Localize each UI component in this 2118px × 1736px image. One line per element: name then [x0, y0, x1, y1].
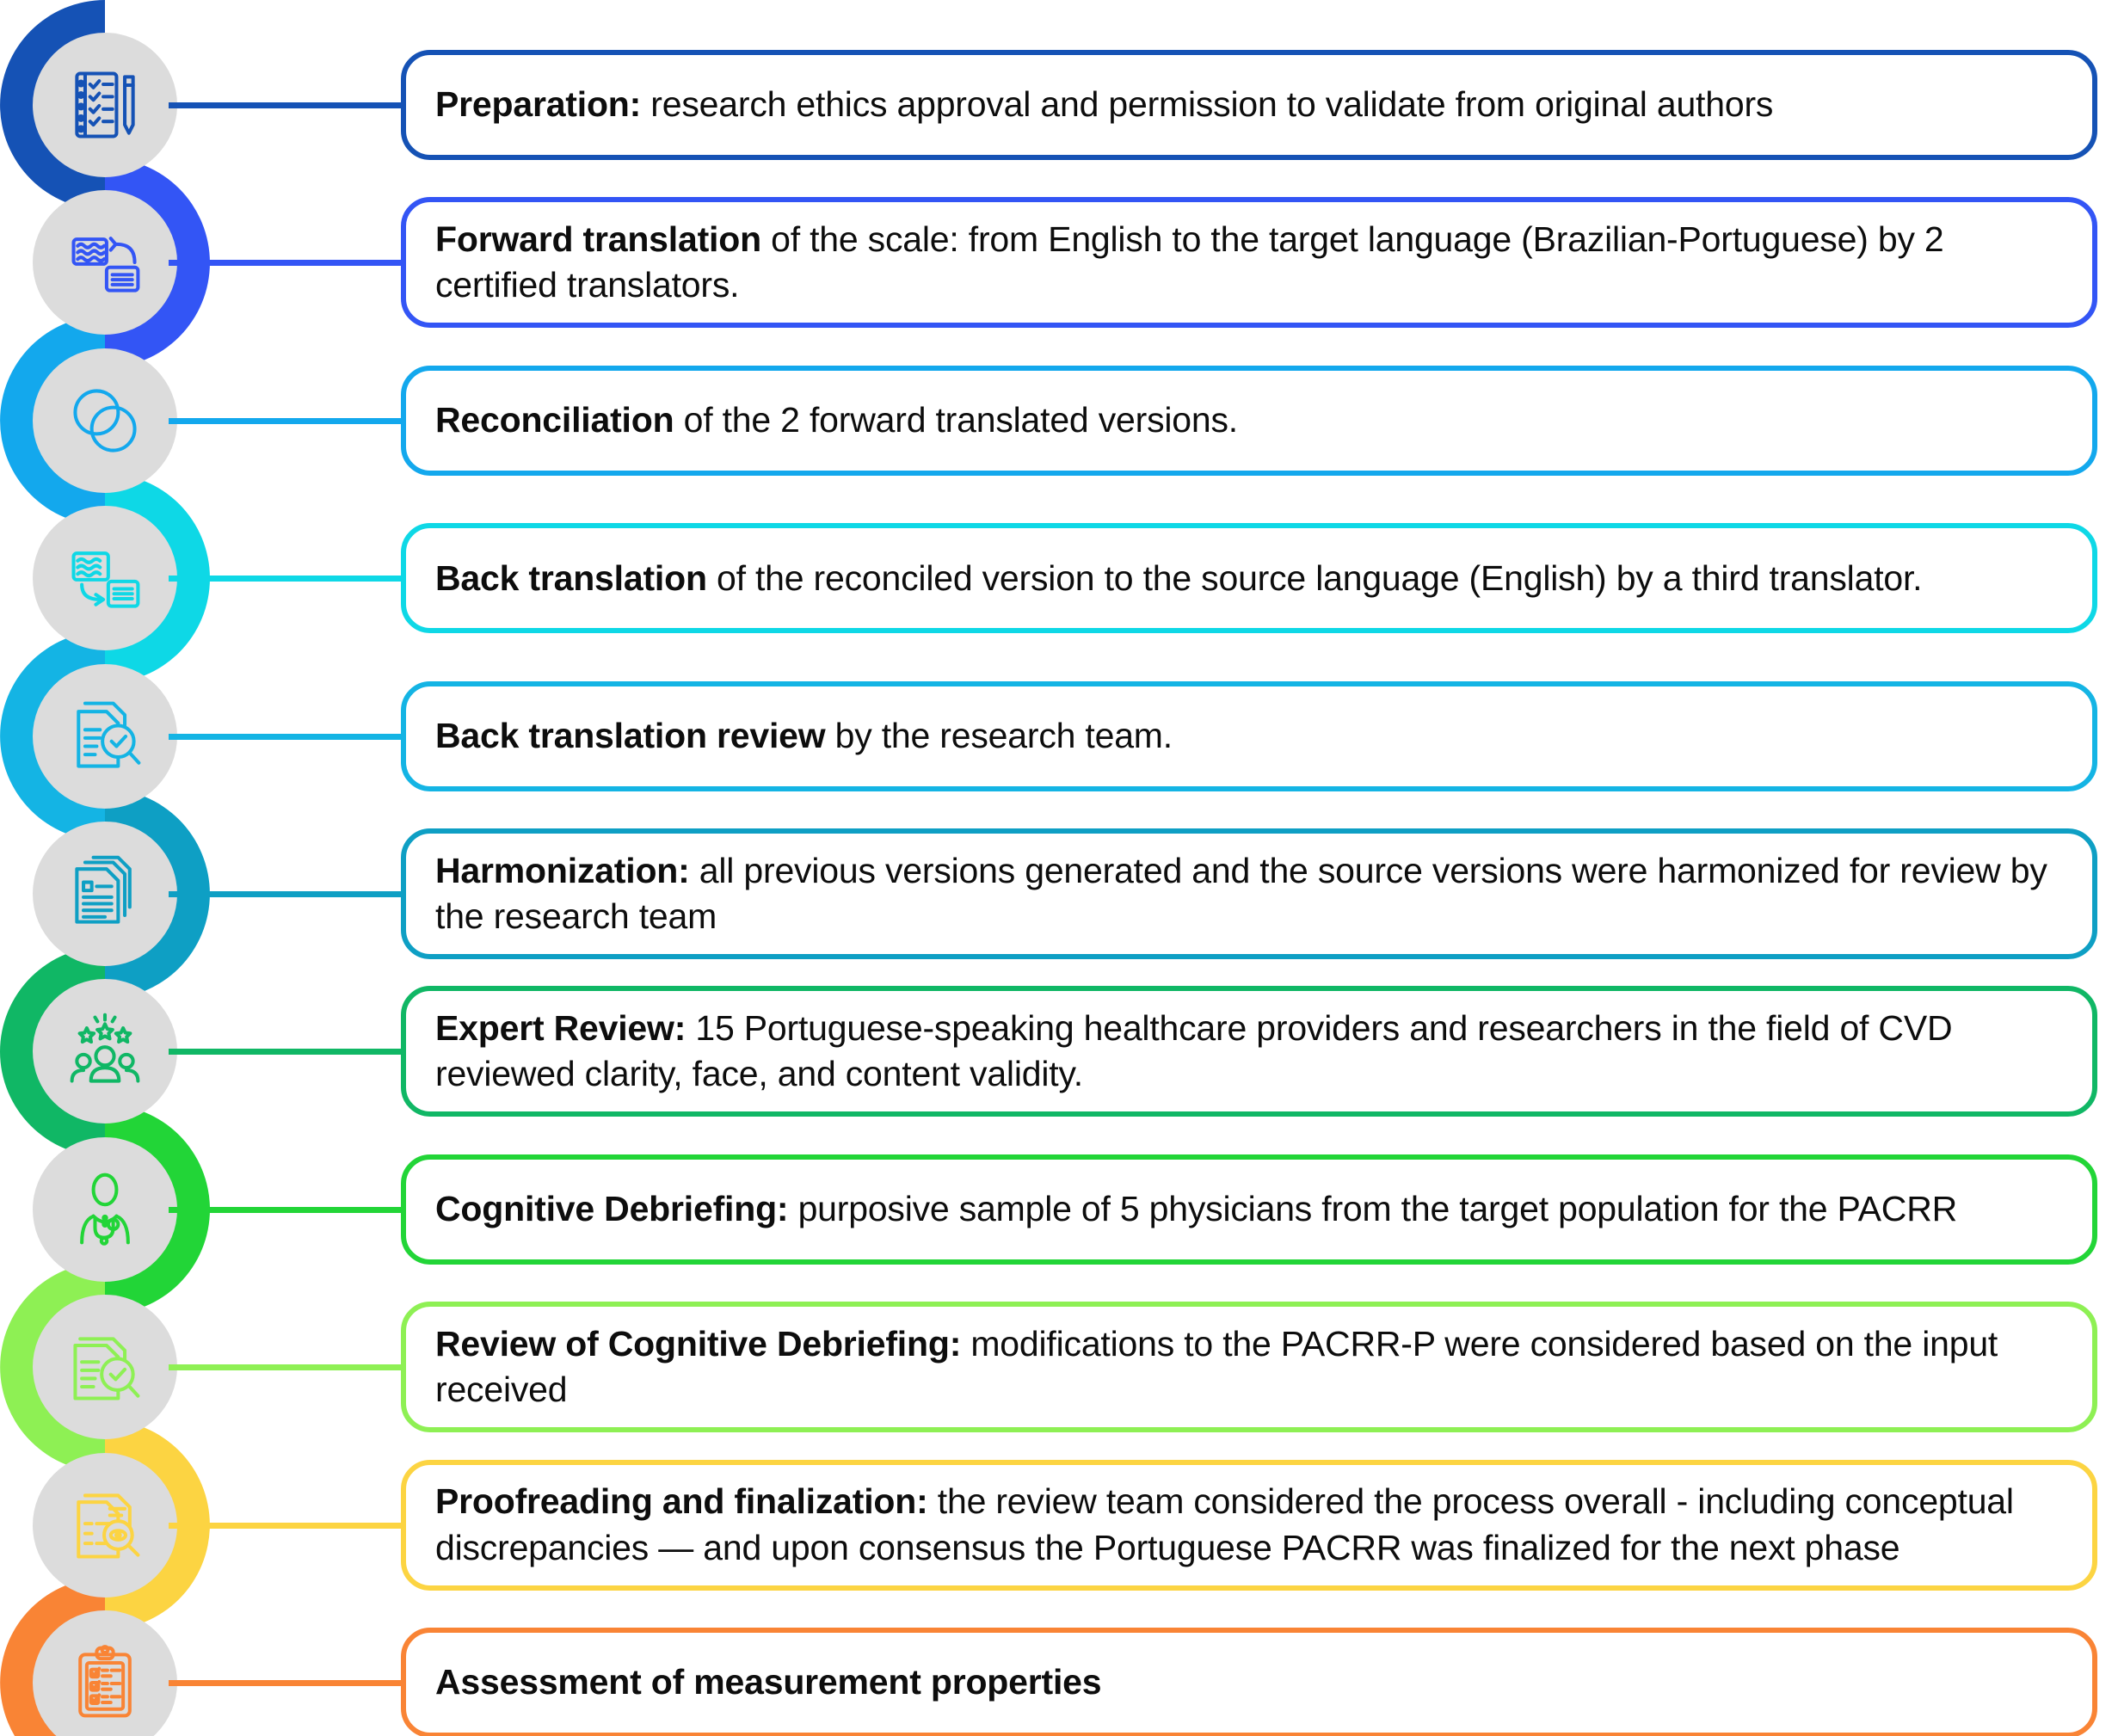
step-text-1	[435, 82, 1773, 127]
step-connector-4	[169, 576, 404, 582]
step-text-box-2[interactable]	[401, 197, 2097, 328]
step-text-box-6[interactable]	[401, 828, 2097, 959]
clipboard-checklist-icon	[64, 1641, 146, 1724]
step-text-box-5[interactable]	[401, 681, 2097, 791]
step-connector-5	[169, 734, 404, 740]
step-lead-2: Forward translation	[435, 219, 761, 260]
step-body-4: of the reconciled version to the source language (English) by a third translator.	[706, 557, 1923, 598]
overlapping-circles-reconcile-icon	[64, 379, 146, 462]
step-connector-11	[169, 1680, 404, 1686]
step-text-5	[435, 713, 1173, 759]
step-icon-bubble-4	[33, 506, 177, 650]
step-icon-bubble-7	[33, 979, 177, 1123]
step-body-5: by the research team.	[825, 715, 1173, 755]
step-connector-2	[169, 260, 404, 266]
step-icon-bubble-8	[33, 1137, 177, 1282]
step-text-10	[435, 1479, 2063, 1571]
step-connector-6	[169, 891, 404, 897]
step-text-8	[435, 1186, 1957, 1232]
forward-translation-arrow-icon	[64, 221, 146, 304]
step-text-9	[435, 1321, 2063, 1413]
step-icon-bubble-9	[33, 1295, 177, 1439]
step-body-1: research ethics approval and permission to validate from original authors	[641, 84, 1774, 125]
step-icon-bubble-2	[33, 190, 177, 335]
step-text-3	[435, 397, 1238, 443]
step-text-2	[435, 217, 2063, 309]
step-connector-9	[169, 1364, 404, 1370]
back-translation-arrow-icon	[64, 537, 146, 619]
step-text-7	[435, 1006, 2063, 1098]
step-body-9: modifications to the PACRR-P were considered based on the input received	[435, 1323, 1998, 1410]
step-lead-5: Back translation review	[435, 715, 826, 755]
step-text-4	[435, 556, 1922, 601]
step-lead-11: Assessment of measurement properties	[435, 1662, 1102, 1702]
step-lead-10: Proofreading and finalization:	[435, 1481, 928, 1522]
step-text-box-10[interactable]	[401, 1460, 2097, 1591]
step-icon-bubble-1	[33, 33, 177, 177]
step-lead-4: Back translation	[435, 557, 707, 598]
step-body-8: purposive sample of 5 physicians from the target population for the PACRR	[788, 1189, 1958, 1229]
step-body-3: of the 2 forward translated versions.	[674, 400, 1238, 440]
step-body-2: of the scale: from English to the target language (Brazilian-Portuguese) by 2 certified translators.	[435, 219, 1944, 305]
stacked-documents-icon	[64, 853, 146, 935]
step-connector-7	[169, 1049, 404, 1055]
step-text-box-1[interactable]	[401, 50, 2097, 160]
step-lead-6: Harmonization:	[435, 850, 690, 890]
step-icon-bubble-10	[33, 1453, 177, 1597]
step-text-box-11[interactable]	[401, 1628, 2097, 1736]
document-magnifier-check-icon	[64, 695, 146, 778]
step-text-box-3[interactable]	[401, 366, 2097, 476]
step-body-7: 15 Portuguese-speaking healthcare providers and researchers in the field of CVD reviewed clarity, face, and content validity.	[435, 1008, 1953, 1094]
step-text-box-8[interactable]	[401, 1154, 2097, 1265]
step-connector-8	[169, 1207, 404, 1213]
step-lead-8: Cognitive Debriefing:	[435, 1189, 789, 1229]
step-connector-3	[169, 418, 404, 424]
step-text-box-9[interactable]	[401, 1302, 2097, 1432]
proofreading-magnifier-icon	[64, 1484, 146, 1567]
experts-stars-group-icon	[64, 1010, 146, 1093]
step-lead-3: Reconciliation	[435, 400, 674, 440]
step-connector-10	[169, 1523, 404, 1529]
step-lead-7: Expert Review:	[435, 1008, 687, 1049]
step-text-box-7[interactable]	[401, 986, 2097, 1117]
clipboard-magnifier-check-icon	[64, 1326, 146, 1408]
notebook-checklist-pencil-icon	[64, 64, 146, 146]
step-icon-bubble-6	[33, 822, 177, 966]
step-lead-9: Review of Cognitive Debriefing:	[435, 1323, 962, 1364]
step-icon-bubble-11	[33, 1610, 177, 1736]
step-text-box-4[interactable]	[401, 523, 2097, 633]
step-icon-bubble-3	[33, 348, 177, 493]
physician-stethoscope-icon	[64, 1168, 146, 1251]
step-text-6	[435, 848, 2063, 940]
step-lead-1: Preparation:	[435, 84, 642, 125]
step-icon-bubble-5	[33, 664, 177, 809]
step-connector-1	[169, 102, 404, 108]
step-text-11	[435, 1659, 1101, 1705]
step-body-10: the review team considered the process overall - including conceptual discrepancies — and upon consensus the Portuguese PACRR was finalized for the next phase	[435, 1481, 2014, 1567]
step-body-6: all previous versions generated and the source versions were harmonized for review by the research team	[435, 850, 2047, 936]
